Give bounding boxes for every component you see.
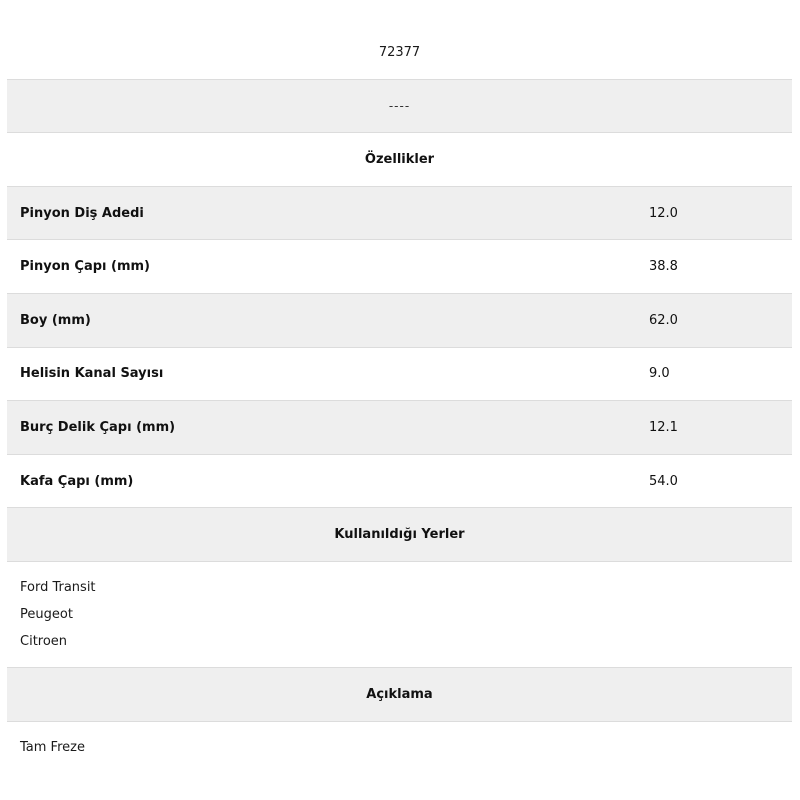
spec-row [7, 401, 792, 455]
specs-heading: Özellikler [364, 151, 435, 167]
spec-label: Pinyon Diş Adedi [20, 205, 144, 221]
description-heading: Açıklama [366, 686, 433, 702]
product-detail-table [7, 26, 792, 761]
spec-row [7, 294, 792, 348]
usage-heading-row [7, 508, 792, 562]
usage-item: Peugeot [20, 606, 73, 622]
placeholder-text: ---- [388, 98, 411, 113]
spec-row [7, 187, 792, 241]
description-text: Tam Freze [20, 739, 85, 755]
description-block [7, 722, 792, 761]
spec-label: Burç Delik Çapı (mm) [20, 419, 176, 435]
specs-heading-row [7, 133, 792, 187]
product-code: 72377 [378, 44, 421, 60]
spec-label: Pinyon Çapı (mm) [20, 259, 150, 275]
usage-item: Citroen [20, 633, 68, 649]
placeholder-row [7, 80, 792, 134]
spec-row [7, 240, 792, 294]
spec-value: 62.0 [649, 312, 678, 328]
product-code-row [7, 26, 792, 80]
usage-heading: Kullanıldığı Yerler [334, 527, 465, 543]
spec-label: Helisin Kanal Sayısı [20, 366, 164, 382]
spec-row [7, 455, 792, 509]
spec-value: 38.8 [649, 259, 678, 275]
spec-row [7, 348, 792, 402]
usage-list [7, 562, 792, 668]
spec-value: 9.0 [649, 366, 670, 382]
spec-label: Kafa Çapı (mm) [20, 473, 134, 489]
description-heading-row [7, 668, 792, 722]
spec-value: 12.0 [649, 205, 678, 221]
spec-value: 12.1 [649, 419, 678, 435]
spec-label: Boy (mm) [20, 312, 91, 328]
usage-item: Ford Transit [20, 579, 96, 595]
spec-value: 54.0 [649, 473, 678, 489]
